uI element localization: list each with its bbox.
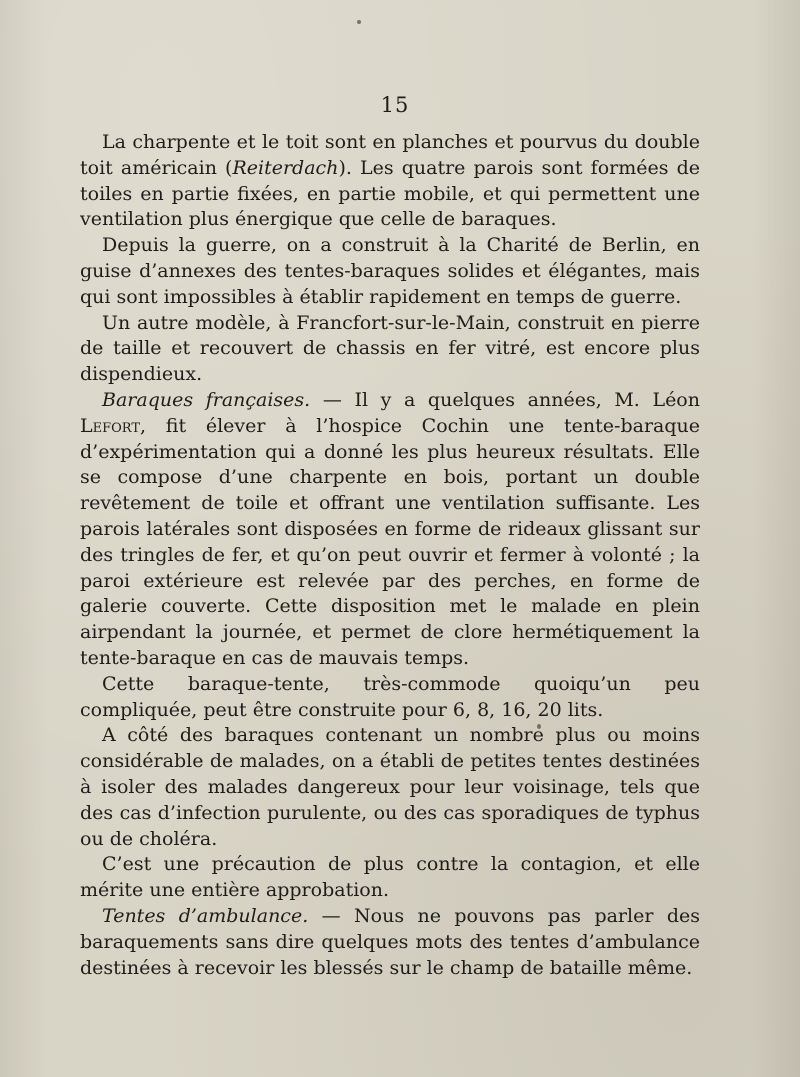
paragraph <box>80 388 700 672</box>
author-name: Lefort <box>80 414 141 437</box>
paragraph <box>80 130 700 233</box>
paragraph <box>80 311 700 388</box>
text-run: Depuis la guerre, on a construit à la Charité de Berlin, en guise d’annexes des tentes-baraques solides et élégantes, mais qui sont impossibles à établir rapidement en temps de guerre. <box>80 234 700 308</box>
paragraph <box>80 672 700 724</box>
paragraph <box>80 723 700 852</box>
text-run: C’est une précaution de plus contre la contagion, et elle mérite une entière approbation. <box>80 853 700 902</box>
section-heading-inline: Tentes d’ambulance. <box>102 904 309 927</box>
text-run: — Il y a quelques années, M. Léon <box>310 388 700 411</box>
text-run: Un autre modèle, à Francfort-sur-le-Main, construit en pierre de taille et recouvert de chassis en fer vitré, est encore plus dispendieux. <box>80 311 700 386</box>
page-number: 15 <box>380 93 410 117</box>
paragraph <box>80 852 700 904</box>
text-run: , fit élever à l’hospice Cochin une tente-baraque d’expérimentation qui a donné les plus heureux résultats. Elle se compose d’une charpente en bois, portant un double revêtement de toile et offrant une ventilation suffisante. Les parois latérales sont disposées en forme de rideaux glissant sur des tringles de fer, et qu’on peut ouvrir et fermer à volonté ; la paroi extérieure est relevée par des perches, en forme de galerie couverte. Cette disposition met le malade en plein airpendant la journée, et permet de clore hermétiquement la tente-baraque en cas de mauvais temps. <box>80 414 700 669</box>
text-run-italic: Reiterdach <box>232 156 339 179</box>
section-heading-inline: Baraques françaises. <box>102 388 311 411</box>
text-run: — Nous ne pouvons pas parler des baraquements sans dire quelques mots des tentes d’ambulance destinées à recevoir les blessés sur le champ de bataille même. <box>80 904 700 979</box>
paragraph <box>80 233 700 310</box>
text-run: La charpente et le toit sont en planches et pourvus du double toit américain ( <box>80 131 700 179</box>
ink-speck-decoration <box>357 20 361 24</box>
body-text <box>80 130 700 981</box>
text-run: ). Les quatre parois sont formées de toiles en partie fixées, en partie mobile, et qui permettent une ventilation plus énergique que celle de baraques. <box>80 156 701 231</box>
paragraph <box>80 904 700 981</box>
text-run: Cette baraque-tente, très-commode quoiqu’un peu compliquée, peut être construite pour 6, 8, 16, 20 lits. <box>80 672 700 721</box>
text-run: A côté des baraques contenant un nombre plus ou moins considérable de malades, on a établi de petites tentes destinées à isoler des malades dangereux pour leur voisinage, tels que des cas d’infection purulente, ou des cas sporadiques de typhus ou de choléra. <box>80 724 700 850</box>
